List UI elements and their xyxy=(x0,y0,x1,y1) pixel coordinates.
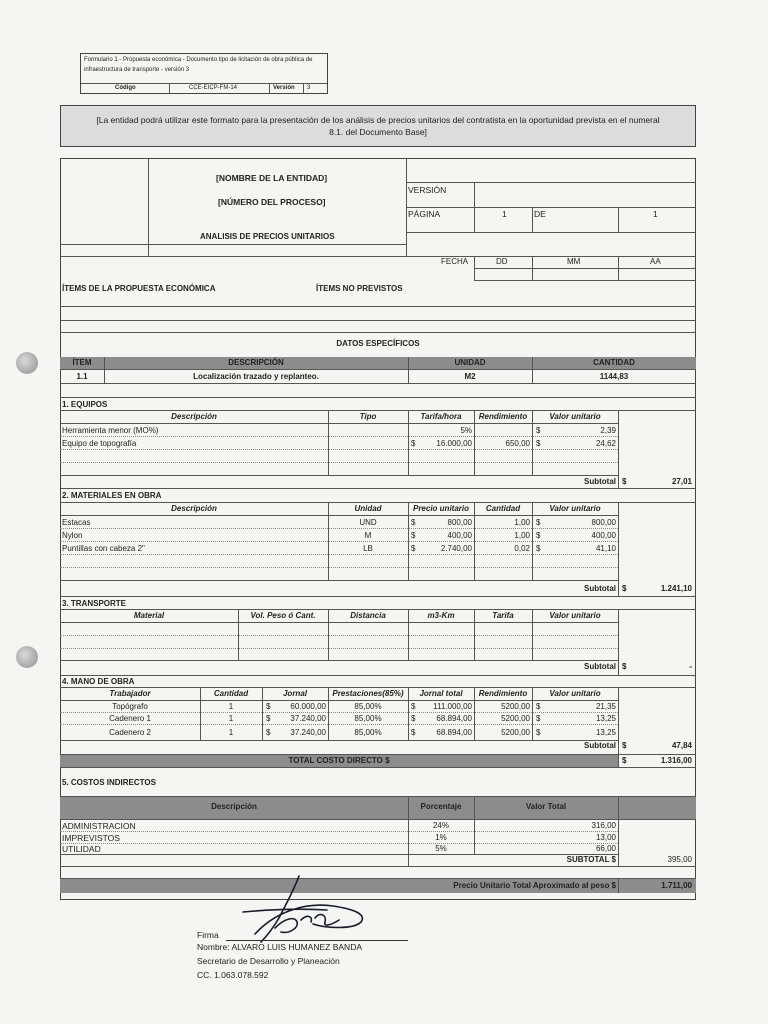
mano-obra-h-rend: Rendimiento xyxy=(478,689,528,698)
mano-obra-row-valor: 21,35 xyxy=(595,702,616,711)
mano-obra-row-rend: 5200,00 xyxy=(501,728,530,737)
equipos-row-vcur: $ xyxy=(536,439,541,448)
form-title-line2: infraestructura de transporte - versión 3 xyxy=(84,67,190,73)
materiales-row-desc: Estacas xyxy=(62,518,91,527)
mano-obra-h-cant: Cantidad xyxy=(213,689,249,698)
mano-obra-row-vcur: $ xyxy=(536,702,541,711)
equipos-subtotal-value: 27,01 xyxy=(671,477,692,486)
equipos-row-rend: 650,00 xyxy=(505,439,530,448)
indirectos-row-valor: 316,00 xyxy=(591,821,616,830)
mano-obra-row-prest: 85,00% xyxy=(354,702,382,711)
mano-obra-h-total: Jornal total xyxy=(419,689,463,698)
transporte-subtotal-label: Subtotal xyxy=(584,662,616,671)
materiales-row-cant: 1,00 xyxy=(514,531,530,540)
equipos-row-valor: 24,62 xyxy=(595,439,616,448)
materiales-subtotal-label: Subtotal xyxy=(584,584,616,593)
materiales-h-valor: Valor unitario xyxy=(549,504,601,513)
fecha-aa: AA xyxy=(650,257,661,266)
materiales-h-cant: Cantidad xyxy=(485,504,521,513)
mano-obra-row-cant: 1 xyxy=(228,728,234,737)
indirectos-row-pct: 5% xyxy=(435,844,447,853)
materiales-subtotal-cur: $ xyxy=(622,584,627,593)
mano-obra-row-vcur: $ xyxy=(536,728,541,737)
firma-label: Firma xyxy=(197,930,219,940)
codigo-label: Código xyxy=(115,85,136,91)
materiales-h-desc: Descripción xyxy=(171,504,217,513)
equipos-h-tarifa: Tarifa/hora xyxy=(420,412,462,421)
datos-title: DATOS ESPECÍFICOS xyxy=(336,339,420,348)
mano-obra-row-jcur: $ xyxy=(266,714,271,723)
mano-obra-row-tcur: $ xyxy=(411,714,416,723)
signature-scribble xyxy=(215,872,375,947)
items-no-previstos-label: ÍTEMS NO PREVISTOS xyxy=(316,284,403,293)
transporte-h-vol: Vol. Peso ó Cant. xyxy=(250,611,316,620)
form-title-line1: Formulario 1 - Propuesta económica - Documento tipo de licitación de obra pública de xyxy=(84,57,313,63)
materiales-row-vcur: $ xyxy=(536,544,541,553)
fecha-label: FECHA xyxy=(441,257,469,266)
materiales-row-vcur: $ xyxy=(536,531,541,540)
materiales-subtotal-value: 1.241,10 xyxy=(660,584,692,593)
indirectos-row-desc: IMPREVISTOS xyxy=(62,833,120,843)
mano-obra-subtotal-value: 47,84 xyxy=(671,741,692,750)
equipos-row-tarifa: 16.000,00 xyxy=(436,439,472,448)
indirectos-h-pct: Porcentaje xyxy=(420,802,462,811)
precio-total-value: 1.711,00 xyxy=(661,881,692,890)
entity-name: [NOMBRE DE LA ENTIDAD] xyxy=(216,173,328,183)
materiales-row-unidad: M xyxy=(364,531,372,540)
codigo-value: CCE-EICP-FM-14 xyxy=(189,85,238,91)
pagina-value: 1 xyxy=(502,209,507,219)
materiales-row-vcur: $ xyxy=(536,518,541,527)
mano-obra-row-jcur: $ xyxy=(266,702,271,711)
indirectos-row-desc: ADMINISTRACION xyxy=(62,821,136,831)
mano-obra-row-trab: Topógrafo xyxy=(112,702,148,711)
materiales-row-cant: 1,00 xyxy=(514,518,530,527)
materiales-row-precio: 400,00 xyxy=(447,531,472,540)
mano-obra-row-rend: 5200,00 xyxy=(501,714,530,723)
fecha-dd: DD xyxy=(496,257,508,266)
datos-cantidad: 1144,83 xyxy=(599,372,629,381)
total-directo-label: TOTAL COSTO DIRECTO $ xyxy=(288,756,390,765)
indirectos-row-valor: 66,00 xyxy=(595,844,616,853)
mano-obra-row-total: 68.894,00 xyxy=(436,714,472,723)
indirectos-row-desc: UTILIDAD xyxy=(62,844,101,854)
datos-col-unidad: UNIDAD xyxy=(454,358,486,367)
datos-descripcion: Localización trazado y replanteo. xyxy=(193,372,319,381)
equipos-row-desc: Herramienta menor (MO%) xyxy=(62,426,159,435)
mano-obra-row-total: 68.894,00 xyxy=(436,728,472,737)
transporte-title: 3. TRANSPORTE xyxy=(62,599,127,608)
materiales-row-valor: 400,00 xyxy=(591,531,616,540)
transporte-subtotal-cur: $ xyxy=(622,662,627,671)
fecha-mm: MM xyxy=(567,257,581,266)
materiales-row-valor: 800,00 xyxy=(591,518,616,527)
mano-obra-h-jornal: Jornal xyxy=(282,689,307,698)
equipos-row-tarifa: 5% xyxy=(460,426,472,435)
indirectos-title: 5. COSTOS INDIRECTOS xyxy=(62,778,156,787)
transporte-subtotal-value: - xyxy=(689,662,692,671)
equipos-subtotal-label: Subtotal xyxy=(584,477,616,486)
mano-obra-row-prest: 85,00% xyxy=(354,728,382,737)
equipos-subtotal-cur: $ xyxy=(622,477,627,486)
mano-obra-title: 4. MANO DE OBRA xyxy=(62,677,135,686)
equipos-row-desc: Equipo de topografía xyxy=(62,439,137,448)
indirectos-subtotal-value: 395,00 xyxy=(667,855,692,864)
materiales-row-unidad: UND xyxy=(359,518,377,527)
transporte-h-valor: Valor unitario xyxy=(549,611,601,620)
version-field-label: VERSIÓN xyxy=(408,185,447,195)
note-box xyxy=(60,105,696,147)
indirectos-subtotal-label: SUBTOTAL $ xyxy=(566,855,616,864)
items-propuesta-label: ÍTEMS DE LA PROPUESTA ECONÓMICA xyxy=(62,284,216,293)
transporte-h-material: Material xyxy=(133,611,165,620)
mano-obra-row-prest: 85,00% xyxy=(354,714,382,723)
total-directo-value: 1.316,00 xyxy=(660,756,692,765)
equipos-row-cur: $ xyxy=(411,439,416,448)
signer-position: Secretario de Desarrollo y Planeación xyxy=(197,956,340,966)
main-form-frame xyxy=(60,158,696,900)
mano-obra-row-valor: 13,25 xyxy=(595,728,616,737)
mano-obra-h-trab: Trabajador xyxy=(109,689,151,698)
materiales-row-cur: $ xyxy=(411,531,416,540)
materiales-row-precio: 800,00 xyxy=(447,518,472,527)
version-value: 3 xyxy=(307,85,311,91)
datos-col-item: ÍTEM xyxy=(72,358,92,367)
equipos-row-valor: 2,39 xyxy=(600,426,616,435)
materiales-row-cant: 0,02 xyxy=(514,544,530,553)
materiales-row-desc: Puntillas con cabeza 2" xyxy=(62,544,145,553)
datos-unidad: M2 xyxy=(464,372,476,381)
indirectos-row-valor: 13,00 xyxy=(595,833,616,842)
equipos-title: 1. EQUIPOS xyxy=(62,400,108,409)
note-line1: [La entidad podrá utilizar este formato para la presentación de los análisis de precios unitarios del contratista en la oportunidad prevista en el numeral xyxy=(96,115,660,125)
mano-obra-row-valor: 13,25 xyxy=(595,714,616,723)
materiales-row-unidad: LB xyxy=(363,544,373,553)
note-line2: 8.1. del Documento Base] xyxy=(329,127,427,137)
datos-item: 1.1 xyxy=(76,372,88,381)
indirectos-row-pct: 24% xyxy=(432,821,449,830)
indirectos-row-pct: 1% xyxy=(435,833,447,842)
mano-obra-row-jornal: 37.240,00 xyxy=(290,728,326,737)
de-value: 1 xyxy=(653,209,658,219)
pagina-label: PÁGINA xyxy=(408,209,441,219)
equipos-row-vcur: $ xyxy=(536,426,541,435)
materiales-row-desc: Nylon xyxy=(62,531,83,540)
datos-col-desc: DESCRIPCIÓN xyxy=(228,358,284,367)
total-directo-cur: $ xyxy=(622,756,627,765)
datos-col-cantidad: CANTIDAD xyxy=(593,358,635,367)
transporte-h-tarifa: Tarifa xyxy=(492,611,514,620)
transporte-h-distancia: Distancia xyxy=(350,611,386,620)
mano-obra-row-tcur: $ xyxy=(411,702,416,711)
materiales-row-cur: $ xyxy=(411,544,416,553)
precio-total-label: Precio Unitario Total Aproximado al peso $ xyxy=(453,881,616,890)
mano-obra-row-cant: 1 xyxy=(228,702,234,711)
mano-obra-row-cant: 1 xyxy=(228,714,234,723)
equipos-h-valor: Valor unitario xyxy=(549,412,601,421)
mano-obra-subtotal-cur: $ xyxy=(622,741,627,750)
materiales-title: 2. MATERIALES EN OBRA xyxy=(62,491,162,500)
signer-name: Nombre: ALVARO LUIS HUMANEZ BANDA xyxy=(197,942,363,952)
mano-obra-row-total: 111.000,00 xyxy=(433,702,472,711)
mano-obra-h-valor: Valor unitario xyxy=(549,689,601,698)
materiales-h-precio: Precio unitario xyxy=(412,504,469,513)
mano-obra-h-prest: Prestaciones(85%) xyxy=(332,689,404,698)
equipos-h-rend: Rendimiento xyxy=(478,412,528,421)
materiales-row-cur: $ xyxy=(411,518,416,527)
materiales-row-valor: 41,10 xyxy=(595,544,616,553)
mano-obra-row-jornal: 37.240,00 xyxy=(290,714,326,723)
punch-hole-bottom xyxy=(16,646,38,668)
mano-obra-row-jcur: $ xyxy=(266,728,271,737)
page-title: ANALISIS DE PRECIOS UNITARIOS xyxy=(200,232,335,241)
equipos-h-desc: Descripción xyxy=(171,412,217,421)
punch-hole-top xyxy=(16,352,38,374)
mano-obra-row-jornal: 60.000,00 xyxy=(290,702,326,711)
process-number: [NÚMERO DEL PROCESO] xyxy=(218,197,326,207)
version-label: Versión xyxy=(273,85,295,91)
mano-obra-row-trab: Cadenero 1 xyxy=(109,714,151,723)
form-header-box xyxy=(80,53,328,94)
mano-obra-subtotal-label: Subtotal xyxy=(584,741,616,750)
mano-obra-row-tcur: $ xyxy=(411,728,416,737)
indirectos-h-valor: Valor Total xyxy=(525,802,567,811)
materiales-row-precio: 2.740,00 xyxy=(440,544,472,553)
indirectos-h-desc: Descripción xyxy=(211,802,257,811)
transporte-h-m3km: m3-Km xyxy=(427,611,455,620)
mano-obra-row-vcur: $ xyxy=(536,714,541,723)
de-label: DE xyxy=(534,209,546,219)
signer-id: CC. 1.063.078.592 xyxy=(197,970,269,980)
materiales-h-unidad: Unidad xyxy=(354,504,382,513)
equipos-h-tipo: Tipo xyxy=(359,412,377,421)
mano-obra-row-rend: 5200,00 xyxy=(501,702,530,711)
mano-obra-row-trab: Cadenero 2 xyxy=(109,728,151,737)
